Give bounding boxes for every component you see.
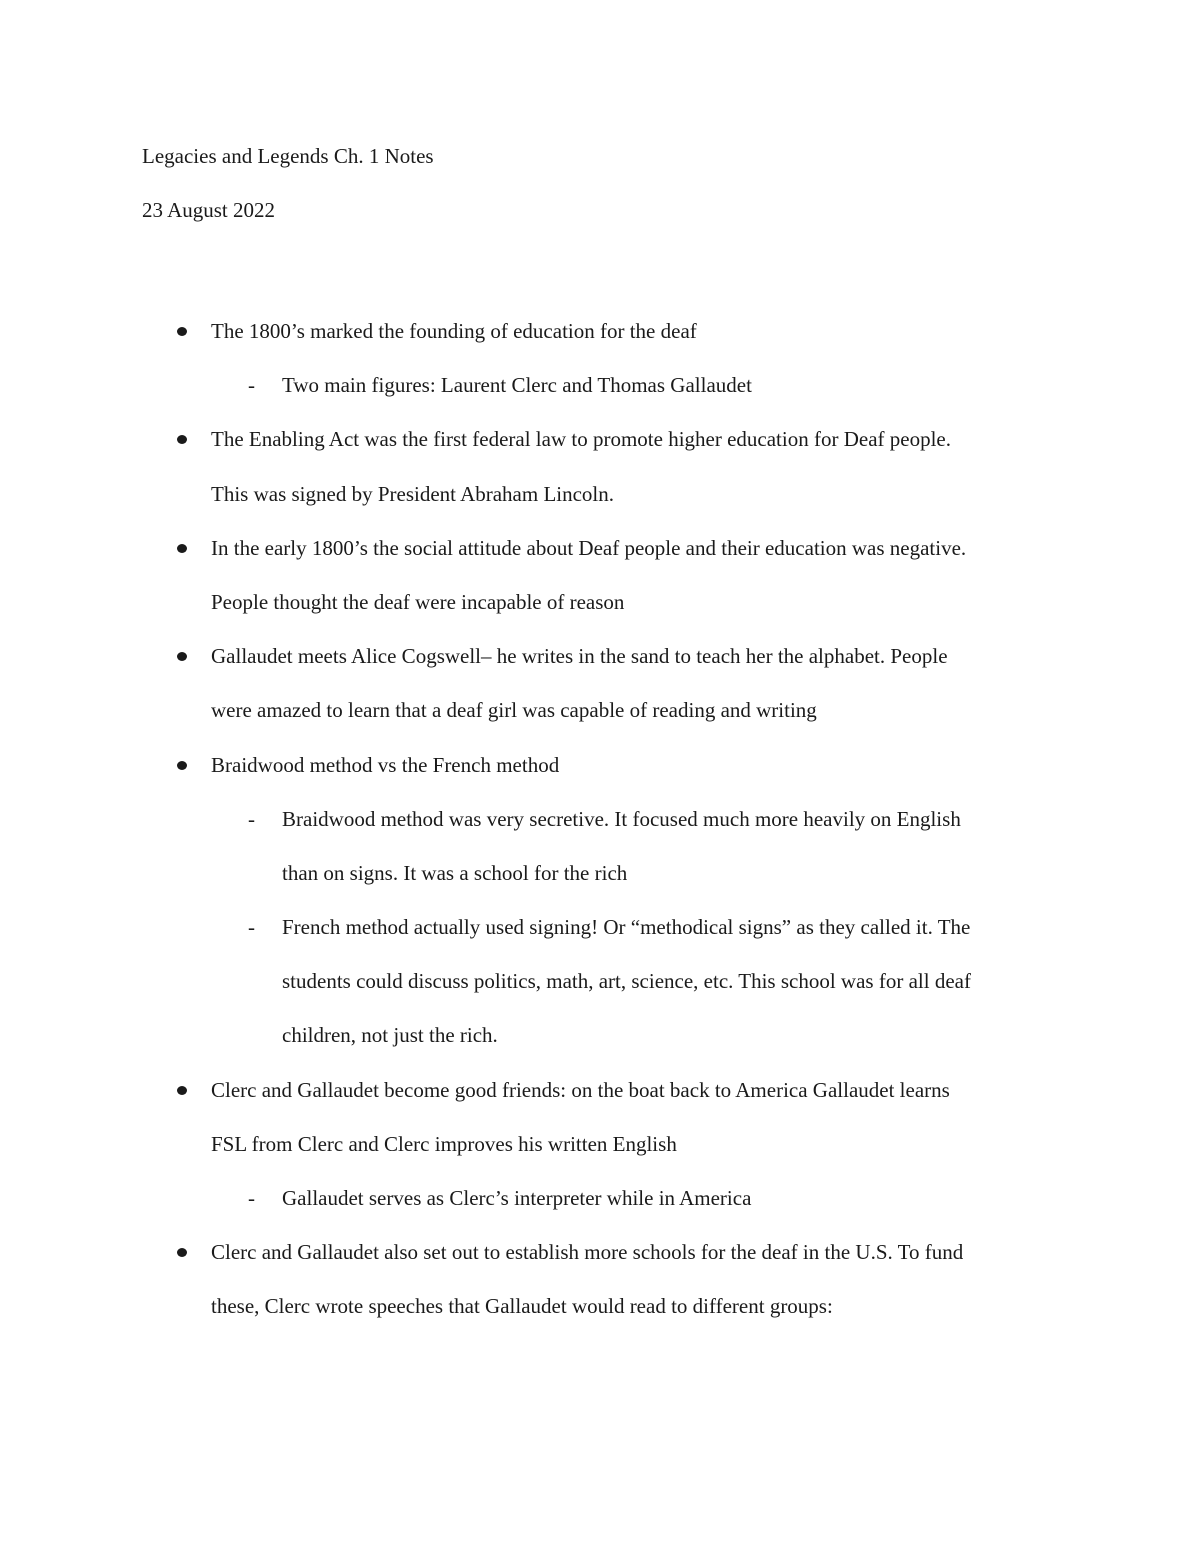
note-text: Gallaudet serves as Clerc’s interpreter while in America (282, 1186, 752, 1210)
note-text: French method actually used signing! Or “methodical signs” as they called it. The (282, 915, 971, 940)
note-text: Clerc and Gallaudet become good friends: on the boat back to America Gallaudet learns (211, 1077, 950, 1102)
note-text: Clerc and Gallaudet also set out to establish more schools for the deaf in the U.S. To fund (211, 1240, 964, 1265)
note-text: these, Clerc wrote speeches that Gallaudet would read to different groups: (211, 1294, 833, 1319)
note-text: Two main figures: Laurent Clerc and Thomas Gallaudet (282, 373, 752, 398)
list-item (0, 738, 1200, 792)
bullet-icon (177, 544, 187, 553)
sub-list-item (0, 792, 1200, 900)
document-title: Legacies and Legends Ch. 1 Notes (142, 144, 434, 168)
note-text: students could discuss politics, math, art, science, etc. This school was for all deaf (282, 969, 971, 994)
document-date: 23 August 2022 (142, 198, 276, 222)
list-item (0, 521, 1200, 629)
note-text: In the early 1800’s the social attitude about Deaf people and their education was negative. (211, 535, 967, 560)
dash-icon: - (248, 373, 255, 398)
note-text: Gallaudet meets Alice Cogswell– he writes in the sand to teach her the alphabet. People (211, 644, 948, 669)
note-text: Braidwood method was very secretive. It focused much more heavily on English (282, 806, 961, 831)
note-text: children, not just the rich. (282, 1023, 498, 1048)
notes-list (0, 304, 1200, 1334)
dash-icon: - (248, 915, 255, 940)
note-text: The Enabling Act was the first federal law to promote higher education for Deaf people. (211, 427, 951, 452)
list-item (0, 304, 1200, 358)
dash-icon: - (248, 1186, 255, 1210)
list-item (0, 1063, 1200, 1171)
note-text: This was signed by President Abraham Lincoln. (211, 481, 615, 506)
list-item (0, 629, 1200, 737)
bullet-icon (177, 761, 187, 770)
bullet-icon (177, 327, 187, 336)
sub-list-item (0, 358, 1200, 412)
note-text: Braidwood method vs the French method (211, 752, 560, 777)
sub-list-item (0, 1171, 1200, 1225)
list-item (0, 1225, 1200, 1333)
note-text: The 1800’s marked the founding of education for the deaf (211, 319, 697, 343)
dash-icon: - (248, 806, 255, 831)
bullet-icon (177, 1086, 187, 1095)
note-text: were amazed to learn that a deaf girl was capable of reading and writing (211, 698, 817, 723)
note-text: People thought the deaf were incapable of reason (211, 589, 625, 614)
note-text: FSL from Clerc and Clerc improves his written English (211, 1131, 677, 1156)
note-text: than on signs. It was a school for the rich (282, 860, 628, 885)
list-item (0, 412, 1200, 520)
sub-list-item (0, 900, 1200, 1063)
